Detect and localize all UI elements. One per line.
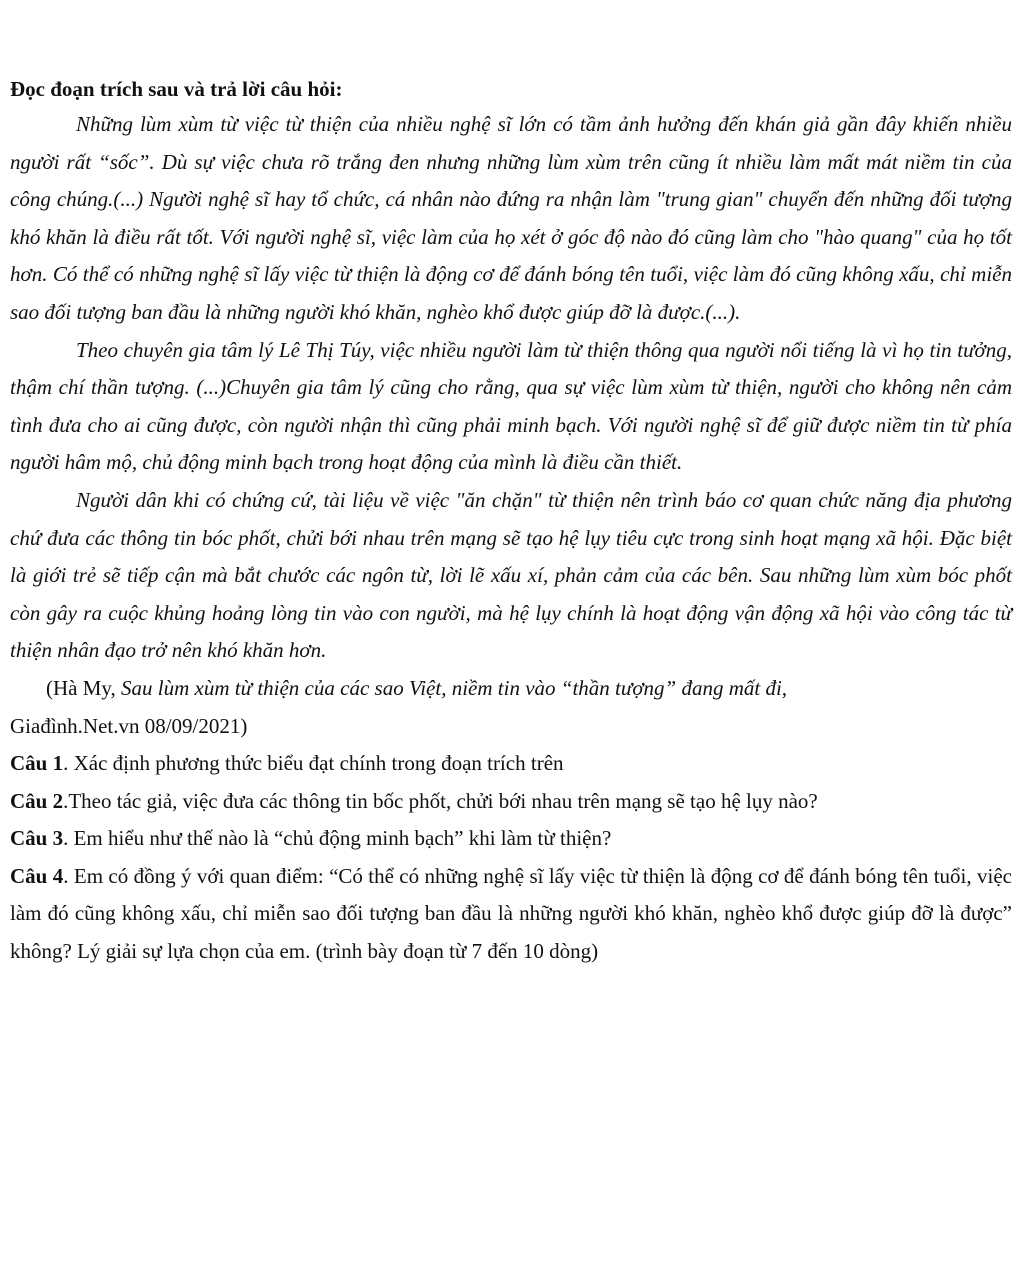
question-3 — [10, 820, 1012, 858]
passage-paragraph-1: Những lùm xùm từ việc từ thiện của nhiều nghệ sĩ lớn có tầm ảnh hưởng đến khán giả gần đây khiến nhiều người rất “sốc”. Dù sự việc chưa rõ trắng đen nhưng những lùm xùm trên cũng ít nhiều làm mất mát niềm tin của công chúng.(...) Người nghệ sĩ hay tổ chức, cá nhân nào đứng ra nhận làm "trung gian" chuyển đến những đối tượng khó khăn là điều rất tốt. Với người nghệ sĩ, việc làm của họ xét ở góc độ nào đó cũng làm cho "hào quang" của họ tốt hơn. Có thể có những nghệ sĩ lấy việc từ thiện là động cơ để đánh bóng tên tuổi, việc làm đó cũng không xấu, chỉ miễn sao đối tượng ban đầu là những người khó khăn, nghèo khổ được giúp đỡ là được.(...). — [10, 112, 1012, 324]
question-4 — [10, 858, 1012, 971]
passage-paragraph-2: Theo chuyên gia tâm lý Lê Thị Túy, việc nhiều người làm từ thiện thông qua người nổi tiếng là vì họ tin tưởng, thậm chí thần tượng. (...)Chuyên gia tâm lý cũng cho rằng, qua sự việc lùm xùm từ thiện, người cho không nên cảm tình đưa cho ai cũng được, còn người nhận thì cũng phải minh bạch. Với người nghệ sĩ để giữ được niềm tin từ phía người hâm mộ, chủ động minh bạch trong hoạt động của mình là điều cần thiết. — [10, 337, 1012, 475]
instruction-heading: Đọc đoạn trích sau và trả lời câu hỏi: — [10, 77, 343, 101]
source-citation — [10, 670, 1012, 745]
question-text: . Em có đồng ý với quan điểm: “Có thể có những nghệ sĩ lấy việc từ thiện là động cơ để đánh bóng tên tuổi, việc làm đó cũng không xấu, chỉ miễn sao đối tượng ban đầu là những người khó khăn, nghèo khổ được giúp đỡ là được” không? Lý giải sự lựa chọn của em. (trình bày đoạn từ 7 đến 10 dòng) — [10, 863, 1012, 964]
source-site-date: Giađình.Net.vn 08/09/2021) — [10, 713, 248, 738]
passage-paragraph-3: Người dân khi có chứng cứ, tài liệu về việc "ăn chặn" từ thiện nên trình báo cơ quan chức năng địa phương chứ đưa các thông tin bóc phốt, chửi bới nhau trên mạng sẽ tạo hệ lụy tiêu cực trong sinh hoạt mạng xã hội. Đặc biệt là giới trẻ sẽ tiếp cận mà bắt chước các ngôn từ, lời lẽ xấu xí, phản cảm của các bên. Sau những lùm xùm bóc phốt còn gây ra cuộc khủng hoảng lòng tin vào con người, mà hệ lụy chính là hoạt động vận động xã hội vào công tác từ thiện nhân đạo trở nên khó khăn hơn. — [10, 487, 1012, 663]
question-2 — [10, 783, 1012, 821]
question-1 — [10, 745, 1012, 783]
source-article-title: Sau lùm xùm từ thiện của các sao Việt, niềm tin vào “thần tượng” đang mất đi, — [121, 675, 788, 700]
question-text: .Theo tác giả, việc đưa các thông tin bốc phốt, chửi bới nhau trên mạng sẽ tạo hệ lụy nào? — [63, 788, 818, 813]
question-text: . Xác định phương thức biểu đạt chính trong đoạn trích trên — [63, 751, 564, 776]
question-label: Câu 3 — [10, 826, 64, 851]
question-label: Câu 4 — [10, 863, 64, 888]
question-label: Câu 1 — [10, 751, 64, 776]
source-author: (Hà My, — [46, 675, 122, 700]
question-label: Câu 2 — [10, 788, 64, 813]
question-text: . Em hiểu như thế nào là “chủ động minh bạch” khi làm từ thiện? — [63, 826, 612, 851]
